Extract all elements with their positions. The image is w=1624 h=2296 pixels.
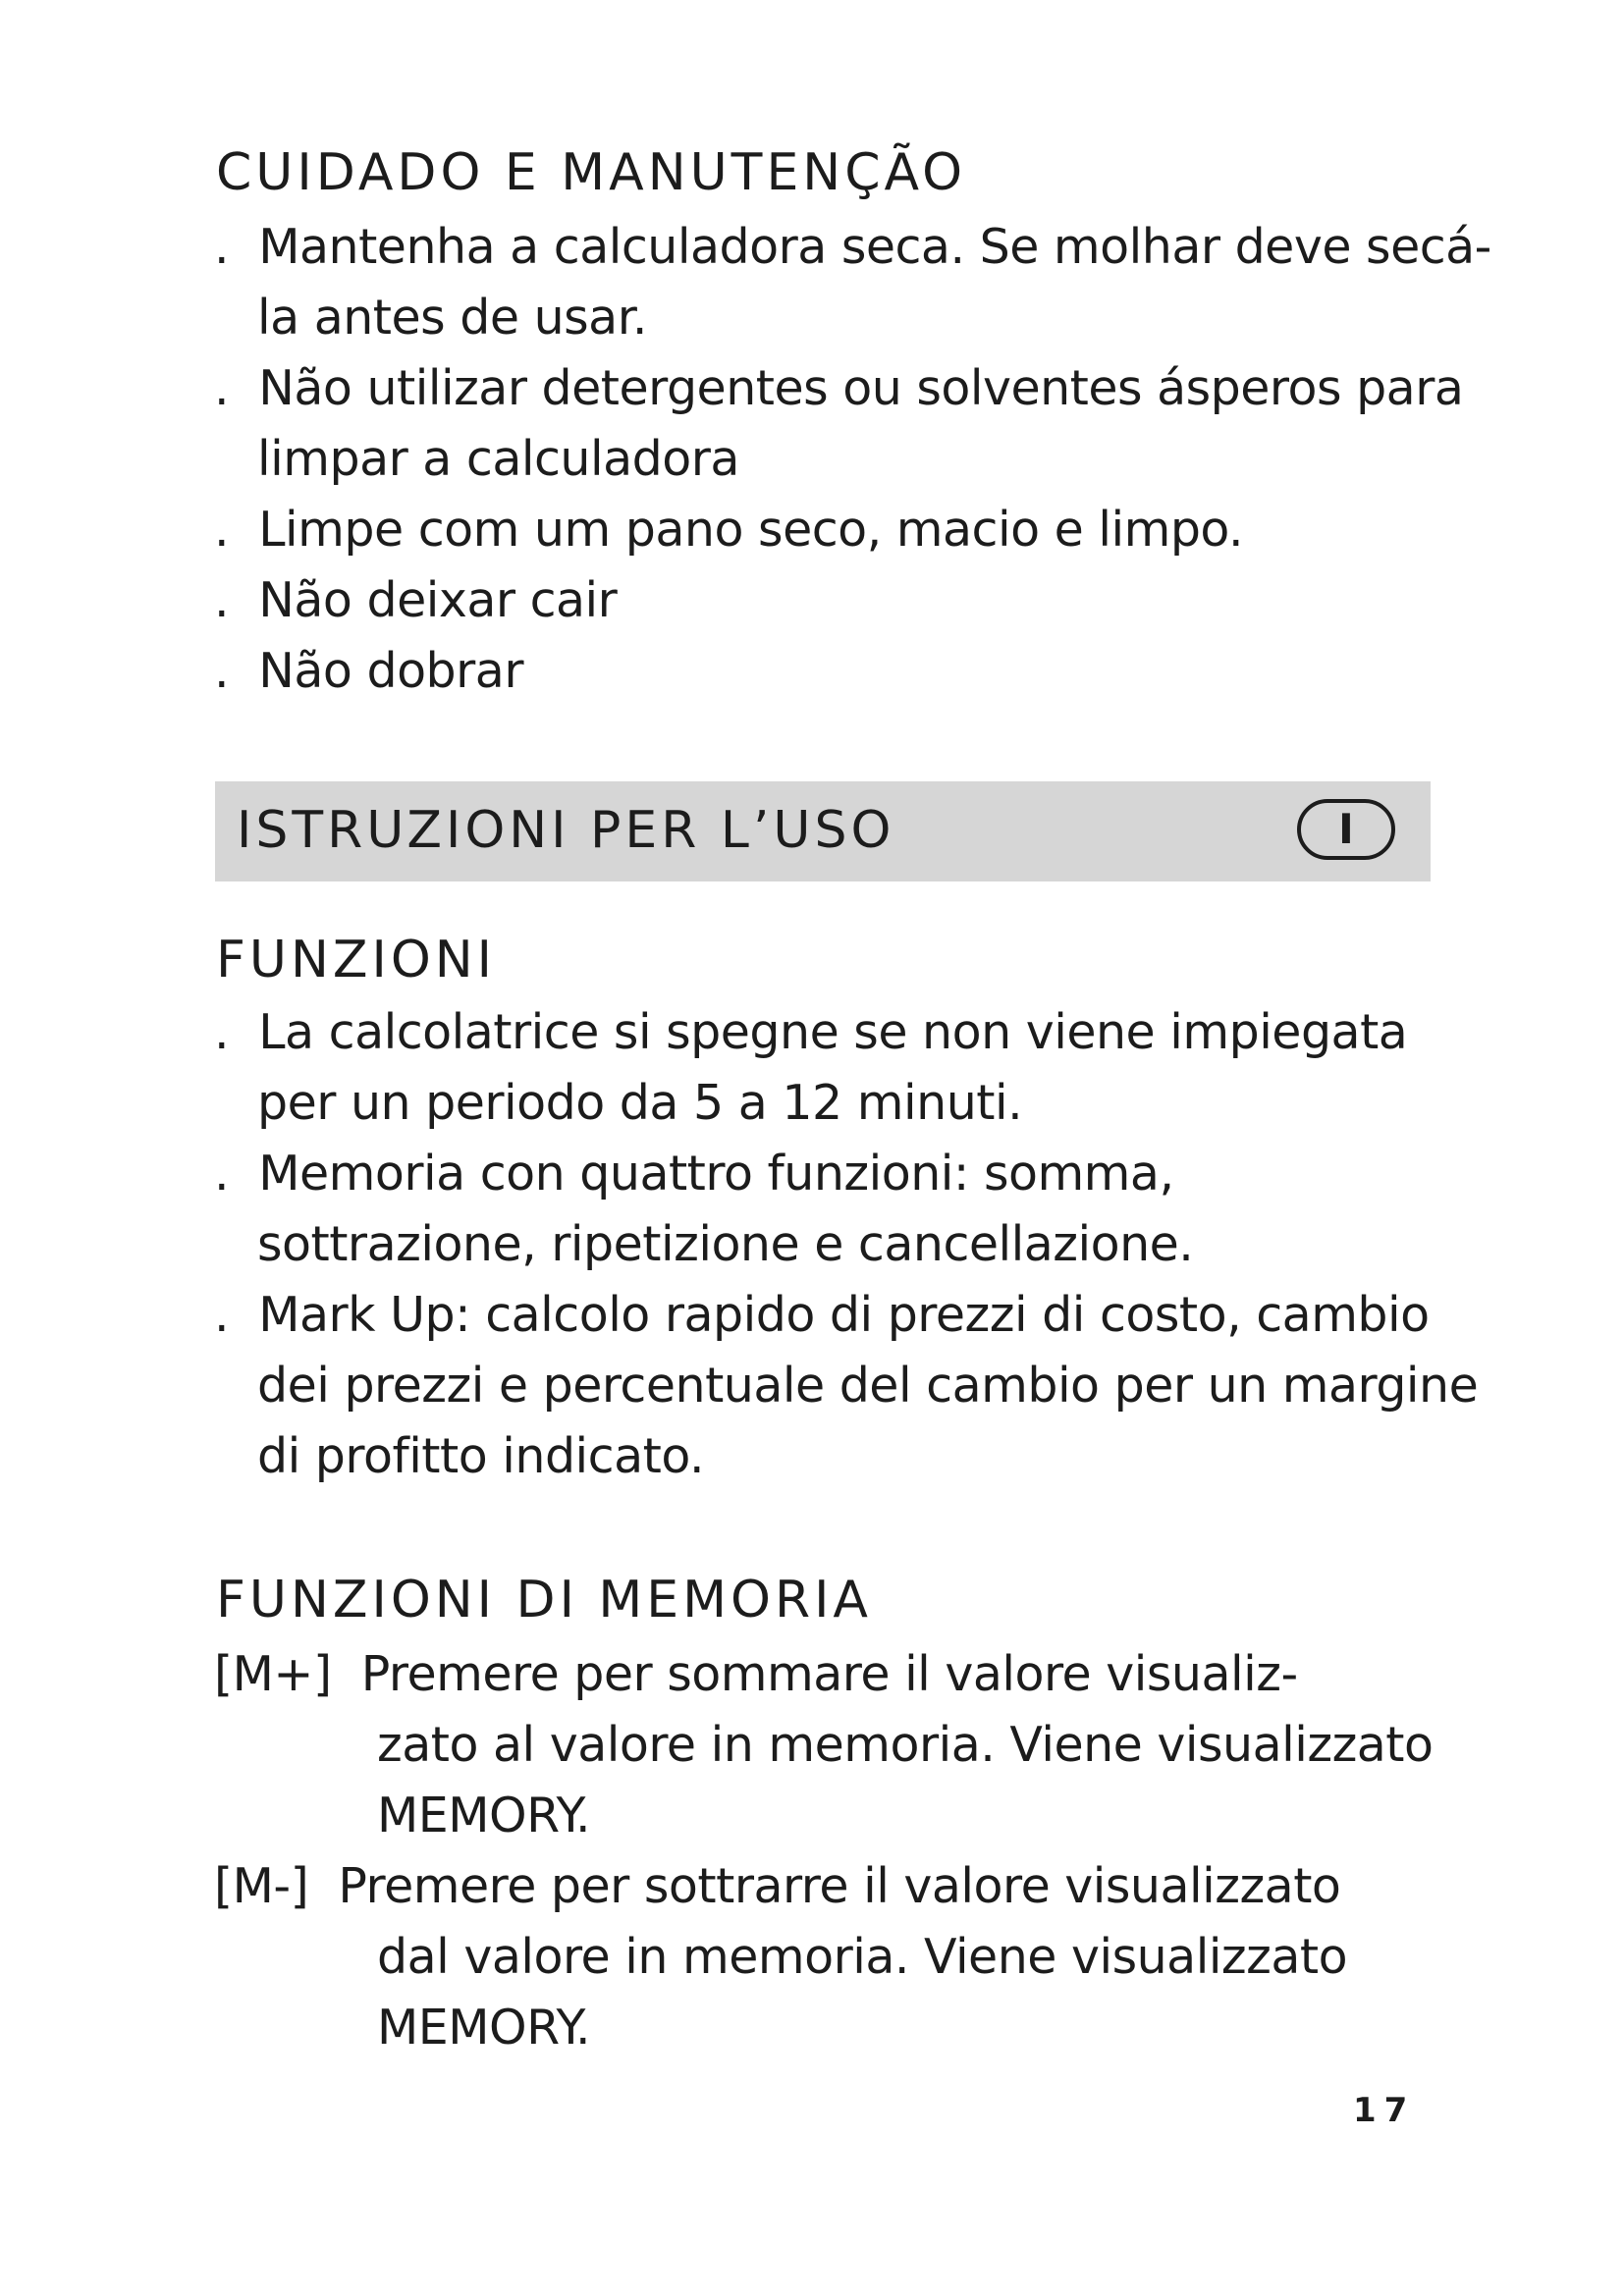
language-section-banner xyxy=(215,781,1431,881)
care-item-2-text: Não utilizar detergentes ou solventes ásperos para xyxy=(258,360,1464,416)
care-item-1-text: Mantenha a calculadora seca. Se molhar deve secá- xyxy=(258,219,1491,275)
functions-item-1-text: La calcolatrice si spegne se non viene impiegata xyxy=(258,1004,1408,1060)
memory-key-plus-line-1 xyxy=(214,1645,1298,1704)
memory-key-minus-line-3: MEMORY. xyxy=(377,2000,591,2056)
section-heading-memory: FUNZIONI DI MEMORIA xyxy=(216,1571,872,1629)
bullet-dot: . xyxy=(214,643,230,699)
functions-item-3-line-3: di profitto indicato. xyxy=(257,1428,705,1484)
care-item-5 xyxy=(214,642,523,701)
memory-key-plus-line-3: MEMORY. xyxy=(377,1788,591,1843)
key-label-m-minus: [M-] xyxy=(214,1858,309,1914)
care-item-2-line-2: limpar a calculadora xyxy=(257,431,739,487)
bullet-dot: . xyxy=(214,219,230,275)
care-item-4-text: Não deixar cair xyxy=(258,572,618,628)
page-number: 17 xyxy=(1353,2091,1416,2130)
functions-item-2-line-1 xyxy=(214,1145,1174,1203)
care-item-5-text: Não dobrar xyxy=(258,643,523,699)
care-item-2-line-1 xyxy=(214,359,1463,418)
care-item-3 xyxy=(214,501,1243,560)
section-heading-functions: FUNZIONI xyxy=(216,931,496,989)
bullet-dot: . xyxy=(214,1287,230,1343)
banner-title: ISTRUZIONI PER L’USO xyxy=(237,801,895,860)
functions-item-3-line-2: dei prezzi e percentuale del cambio per un margine xyxy=(257,1358,1479,1414)
memory-key-minus-text: Premere per sottrarre il valore visualizzato xyxy=(338,1858,1341,1914)
care-item-1-line-1 xyxy=(214,218,1491,277)
bullet-dot: . xyxy=(214,572,230,628)
functions-item-2-line-2: sottrazione, ripetizione e cancellazione. xyxy=(257,1216,1194,1272)
functions-item-1-line-1 xyxy=(214,1003,1407,1062)
functions-item-3-text: Mark Up: calcolo rapido di prezzi di costo, cambio xyxy=(258,1287,1430,1343)
memory-key-plus-line-2: zato al valore in memoria. Viene visualizzato xyxy=(377,1717,1434,1773)
language-badge: I xyxy=(1297,799,1395,860)
care-item-4 xyxy=(214,571,617,630)
key-label-m-plus: [M+] xyxy=(214,1646,332,1702)
section-heading-care: CUIDADO E MANUTENÇÃO xyxy=(216,143,967,202)
functions-item-1-line-2: per un periodo da 5 a 12 minuti. xyxy=(257,1075,1023,1131)
bullet-dot: . xyxy=(214,1146,230,1201)
functions-item-3-line-1 xyxy=(214,1286,1430,1345)
memory-key-minus-line-2: dal valore in memoria. Viene visualizzato xyxy=(377,1929,1348,1985)
bullet-dot: . xyxy=(214,1004,230,1060)
care-item-1-line-2: la antes de usar. xyxy=(257,290,647,346)
memory-key-minus-line-1 xyxy=(214,1857,1340,1916)
bullet-dot: . xyxy=(214,502,230,558)
memory-key-plus-text: Premere per sommare il valore visualiz- xyxy=(360,1646,1298,1702)
bullet-dot: . xyxy=(214,360,230,416)
care-item-3-text: Limpe com um pano seco, macio e limpo. xyxy=(258,502,1244,558)
functions-item-2-text: Memoria con quattro funzioni: somma, xyxy=(258,1146,1174,1201)
